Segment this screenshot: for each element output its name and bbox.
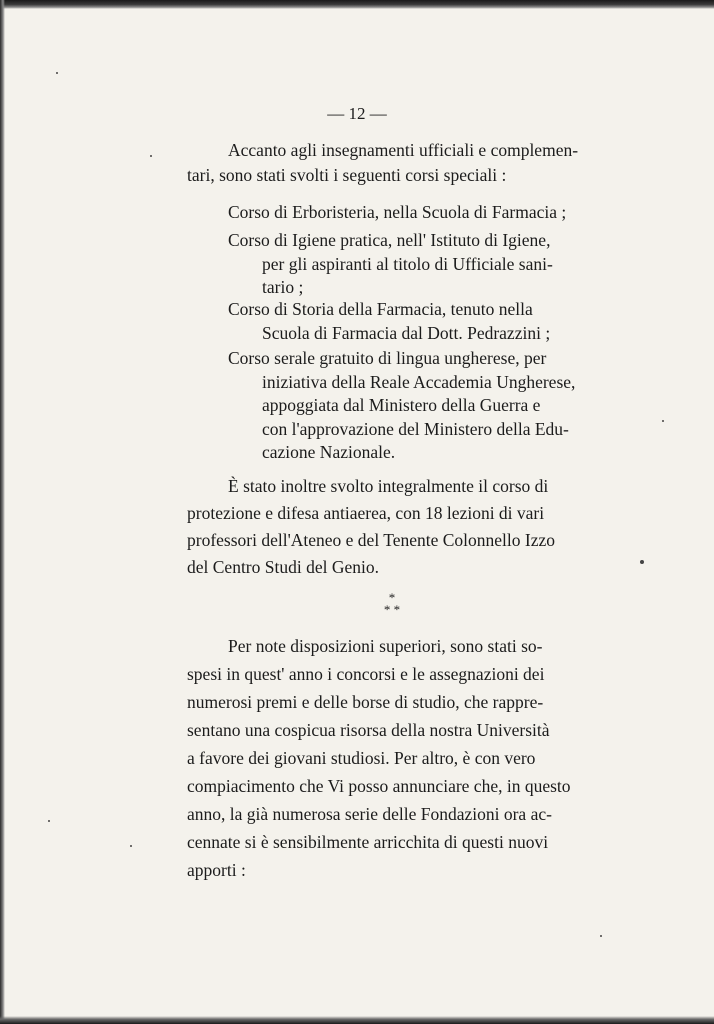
asterism-top: * <box>388 590 396 605</box>
paragraph-line: protezione e difesa antiaerea, con 18 lezioni di vari <box>187 503 545 523</box>
ink-speck <box>662 420 664 422</box>
course-line: iniziativa della Reale Accademia Ungherese, <box>262 371 576 392</box>
paragraph-line: a favore dei giovani studiosi. Per altro, è con vero <box>187 748 536 768</box>
course-line: Scuola di Farmacia dal Dott. Pedrazzini ; <box>262 322 551 343</box>
page-left-edge <box>0 0 5 1024</box>
paragraph-line: compiacimento che Vi posso annunciare che, in questo <box>187 776 571 796</box>
ink-speck <box>640 560 644 564</box>
section-asterism <box>372 592 412 616</box>
course-item <box>228 201 566 225</box>
course-line: appoggiata dal Ministero della Guerra e <box>262 395 541 415</box>
paragraph-line: anno, la già numerosa serie delle Fondazioni ora ac- <box>187 804 552 824</box>
paragraph-line: Per note disposizioni superiori, sono stati so- <box>228 636 543 656</box>
course-item <box>228 229 553 300</box>
ink-speck <box>130 845 132 847</box>
course-item <box>228 347 575 465</box>
paragraph-line: del Centro Studi del Genio. <box>187 557 379 577</box>
ink-speck <box>150 155 152 157</box>
ink-speck <box>48 820 50 822</box>
asterism-bottom: * * <box>383 602 401 617</box>
page-number: — 12 — <box>327 104 387 123</box>
course-line: Corso di Erboristeria, nella Scuola di Farmacia ; <box>228 202 567 222</box>
course-line: Corso serale gratuito di lingua ungherese, per <box>228 348 547 368</box>
paragraph-antiaircraft-course <box>187 473 555 581</box>
course-line: cazione Nazionale. <box>262 442 396 462</box>
paragraph-line: È stato inoltre svolto integralmente il corso di <box>228 476 549 496</box>
page-top-edge <box>0 0 714 9</box>
paragraph-line: professori dell'Ateneo e del Tenente Colonnello Izzo <box>187 530 556 550</box>
course-item <box>228 298 550 345</box>
course-line: Corso di Igiene pratica, nell' Istituto di Igiene, <box>228 230 551 250</box>
page-bottom-edge <box>0 1016 714 1024</box>
intro-line-2: tari, sono stati svolti i seguenti corsi speciali : <box>187 165 507 185</box>
course-line: Corso di Storia della Farmacia, tenuto nella <box>228 299 533 319</box>
course-line: con l'approvazione del Ministero della Edu- <box>262 418 569 439</box>
ink-speck <box>600 935 602 937</box>
paragraph-line: apporti : <box>187 860 246 880</box>
paragraph-line: sentano una cospicua risorsa della nostra Università <box>187 720 550 740</box>
paragraph-scholarships <box>187 632 571 884</box>
course-line: per gli aspiranti al titolo di Ufficiale sani- <box>262 253 553 274</box>
paragraph-line: cennate si è sensibilmente arricchita di questi nuovi <box>187 832 549 852</box>
ink-speck <box>56 72 58 74</box>
intro-line-1: Accanto agli insegnamenti ufficiali e complemen- <box>228 140 579 160</box>
course-line: tario ; <box>262 277 304 297</box>
paragraph-line: numerosi premi e delle borse di studio, che rappre- <box>187 692 544 712</box>
paragraph-line: spesi in quest' anno i concorsi e le assegnazioni dei <box>187 664 545 684</box>
